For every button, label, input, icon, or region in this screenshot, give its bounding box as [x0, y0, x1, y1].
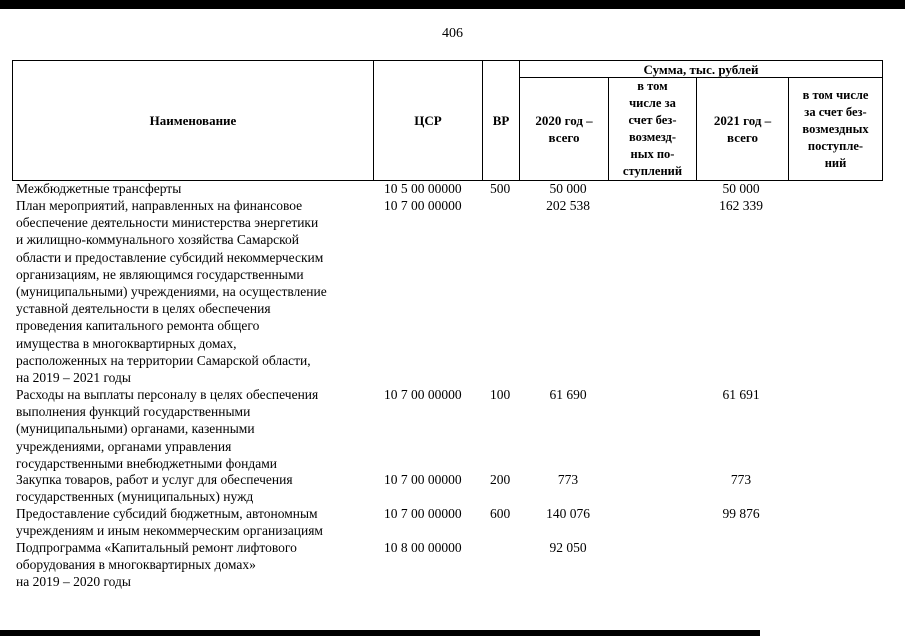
row-csr: 10 5 00 00000 [384, 181, 462, 196]
row-vr: 200 [490, 472, 511, 487]
row-csr: 10 7 00 00000 [384, 198, 462, 213]
row-2021-total: 61 691 [722, 387, 760, 402]
row-name: Расходы на выплаты персоналу в целях обеспечения выполнения функций государственными (муниципальными) органами, казенными учреждениями, органами управления государственными внебюджетными фондами [16, 387, 319, 471]
header-2021-total: 2021 год – всего [713, 113, 772, 145]
row-2020-total: 61 690 [549, 387, 587, 402]
row-name: Межбюджетные трансферты [16, 181, 182, 196]
header-2020-free: в том числе за счет без- возмезд- ных по- ступлений [622, 79, 683, 178]
row-name: План мероприятий, направленных на финансовое обеспечение деятельности министерства энергетики и жилищно-коммунального хозяйства Самарской области и предоставление субсидий некоммерческим организациям, не являющимся государственными (муниципальными) учреждениями, на осуществление уставной деятельности в целях обеспечения проведения капитального ремонта общего имущества в многоквартирных домах, расположенных на территории Самарской области, на 2019 – 2021 годы [16, 198, 327, 386]
row-vr: 500 [490, 181, 511, 196]
row-2021-total: 162 339 [719, 198, 763, 213]
header-name: Наименование [149, 113, 237, 128]
col-border [882, 60, 883, 180]
row-2020-total: 92 050 [549, 540, 587, 555]
header-sum-group: Сумма, тыс. рублей [643, 61, 759, 77]
row-2020-total: 202 538 [546, 198, 590, 213]
row-2020-total: 140 076 [546, 506, 590, 521]
row-csr: 10 7 00 00000 [384, 472, 462, 487]
row-name: Подпрограмма «Капитальный ремонт лифтового оборудования в многоквартирных домах» на 2019 – 2020 годы [16, 540, 297, 590]
header-2020-total: 2020 год – всего [535, 113, 593, 145]
row-vr: 600 [490, 506, 511, 521]
header-2021-free: в том числе за счет без- возмездных поступле- ний [802, 87, 869, 170]
top-border-bar [0, 0, 905, 9]
bottom-border-bar [0, 630, 760, 636]
row-csr: 10 8 00 00000 [384, 540, 462, 555]
header-csr: ЦСР [414, 113, 442, 128]
row-csr: 10 7 00 00000 [384, 387, 462, 402]
header-vr: ВР [492, 113, 510, 128]
page-number: 406 [442, 26, 463, 41]
row-2021-total: 99 876 [722, 506, 760, 521]
row-2021-total: 50 000 [722, 181, 760, 196]
row-name: Закупка товаров, работ и услуг для обеспечения государственных (муниципальных) нужд [16, 472, 293, 505]
row-csr: 10 7 00 00000 [384, 506, 462, 521]
row-name: Предоставление субсидий бюджетным, автономным учреждениям и иным некоммерческим организациям [16, 506, 323, 539]
row-2020-total: 773 [557, 472, 579, 487]
row-vr: 100 [490, 387, 511, 402]
row-2021-total: 773 [730, 472, 752, 487]
row-2020-total: 50 000 [549, 181, 587, 196]
